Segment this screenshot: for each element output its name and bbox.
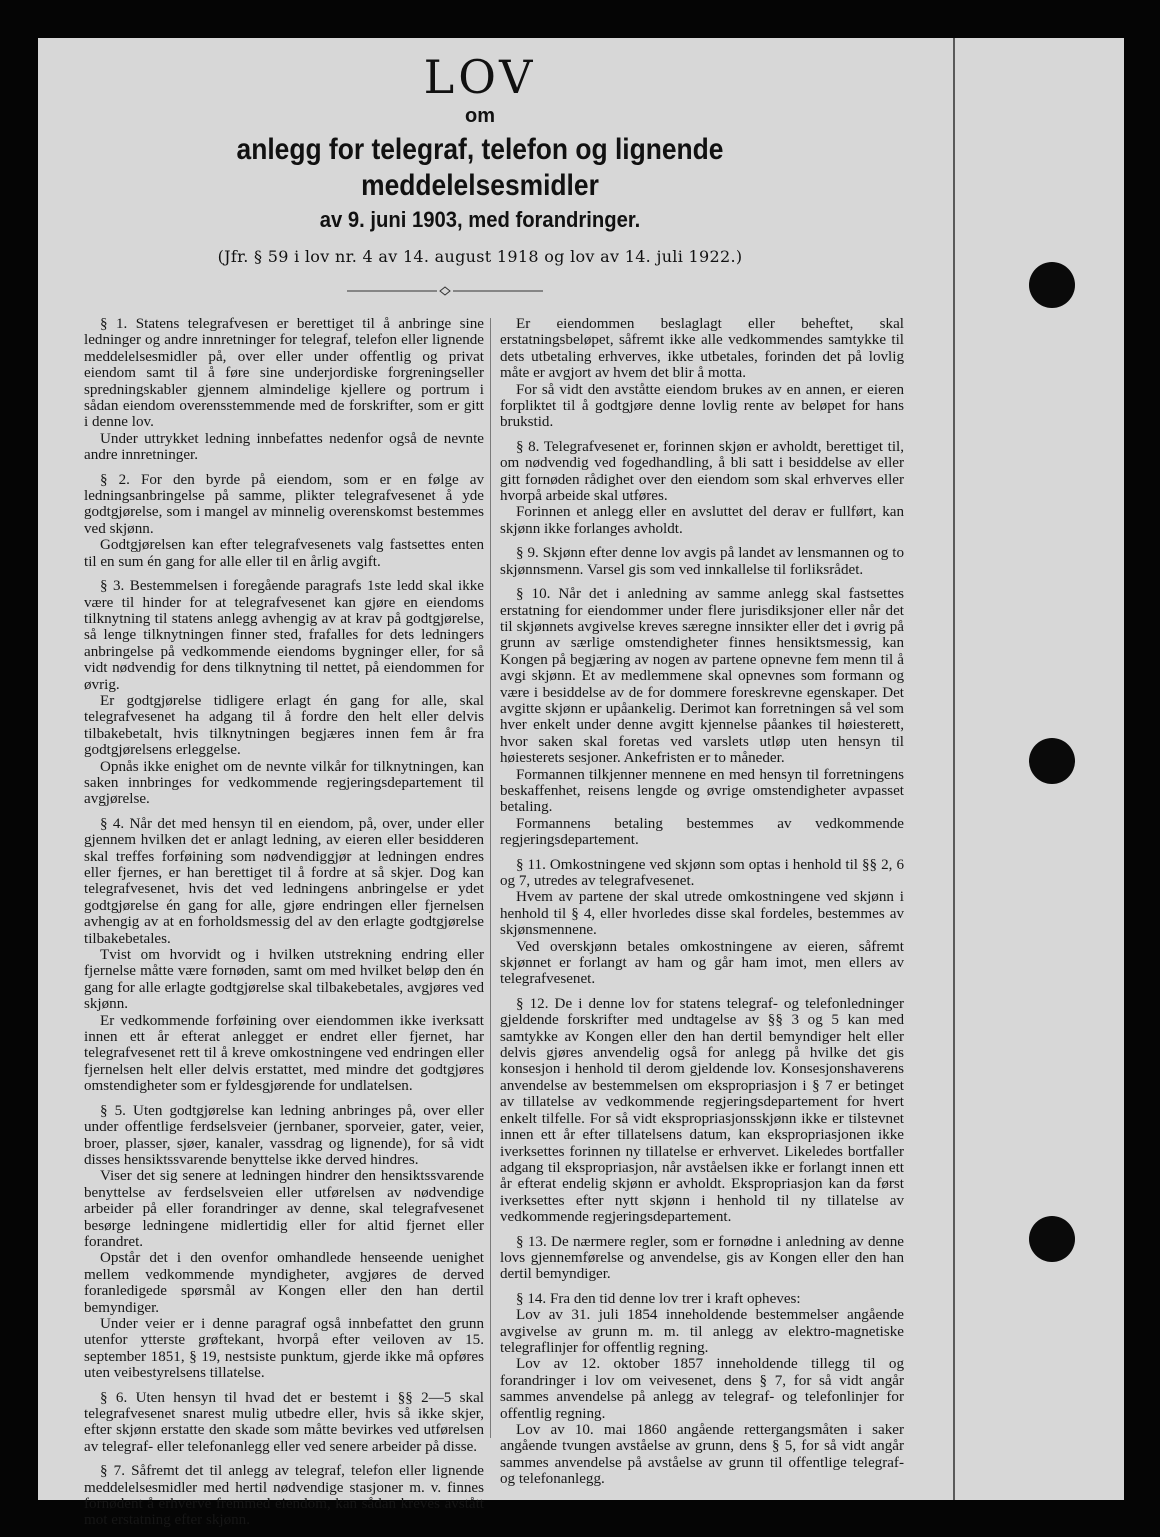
paragraph: Opstår det i den ovenfor omhandlede henseende uenighet mellem vedkommende myndigheter, avgjøres de derved foranledigede spørsmål av Kongen eller den han dertil bemyndiger. xyxy=(84,1250,484,1316)
law-reference: (Jfr. § 59 i lov nr. 4 av 14. august 1918 og lov av 14. juli 1922.) xyxy=(217,247,743,266)
law-date: av 9. juni 1903, med forandringer. xyxy=(319,207,641,232)
paragraph: Lov av 31. juli 1854 inneholdende bestemmelser angående avgivelse av grunn m. m. til anlegg av elektro-magnetiske telegraflinjer for offentlig regning. xyxy=(500,1307,904,1356)
paragraph: § 6. Uten hensyn til hvad det er bestemt i §§ 2—5 skal telegrafvesenet snarest mulig utbedre eller, hvis så ikke skjer, efter skjønn erstatte den skade som måtte bevirkes ved utførelsen av telegraf- eller telefonanlegg eller ved senere arbeider på disse. xyxy=(84,1389,484,1455)
ornament-divider xyxy=(345,285,545,297)
paragraph: Ved overskjønn betales omkostningene av eieren, såfremt skjønnet er forlangt av ham og går ham imot, men ellers av telegrafvesenet. xyxy=(500,938,904,988)
paragraph: § 13. De nærmere regler, som er fornødne i anledning av denne lovs gjennemførelse og anvendelse, gis av Kongen eller den han dertil bemyndiger. xyxy=(500,1233,904,1283)
paragraph: Opnås ikke enighet om de nevnte vilkår for tilknytningen, kan saken innbringes for vedkommende regjeringsdepartement til avgjørelse. xyxy=(84,758,484,808)
punch-hole xyxy=(1029,262,1075,308)
paragraph: Under veier er i denne paragraf også innbefattet den grunn utenfor ytterste grøftekant, hvorpå efter veiloven av 15. september 1851, § 19, nestsiste punktum, gjerde ikke må opføres uten veibestyrelsens tillatelse. xyxy=(84,1315,484,1382)
paragraph: § 11. Omkostningene ved skjønn som optas i henhold til §§ 2, 6 og 7, utredes av telegrafvesenet. xyxy=(500,856,904,889)
paragraph: § 4. Når det med hensyn til en eiendom, på, over, under eller gjennem hvilken det er anlagt ledning, av eieren eller besidderen skal treffes forføining som nødvendiggjør at ledningen endres eller fjernes, er han berettiget til å fordre at så skjer. Dog kan telegrafvesenet, hvis det ved ledningens anbringelse er ydet godtgjørelse én gang for alle, gjøre endringen eller fjernelsen avhengig av at en forholdsmessig del av den erlagte godtgjørelse tilbakebetales. xyxy=(84,815,484,947)
paragraph: For så vidt den avståtte eiendom brukes av en annen, er eieren forpliktet til å godtgjøre denne lovlig rente av beløpet for hans brukstid. xyxy=(500,381,904,431)
paragraph: Tvist om hvorvidt og i hvilken utstrekning endring eller fjernelse måtte være fornøden, samt om med hvilket beløp den én gang for alle erlagte godtgjørelse skal tilbakebetales, avgjøres ved skjønn. xyxy=(84,947,484,1013)
document-header xyxy=(80,52,880,268)
paragraph: § 12. De i denne lov for statens telegraf- og telefonledninger gjeldende forskrifter med undtagelse av §§ 3 og 5 kan med samtykke av Kongen eller den han dertil bemyndiger helt eller delvis gjøres anvendelig også for anlegg på hvilke det gis konsesjon i henhold til derom gjeldende lov. Konsesjonshaverens anvendelse av bestemmelsen om ekspropriasjon i § 7 er betinget av tillatelse av vedkommende regjeringsdepartement for hvert enkelt tilfelle. For så vidt ekspropriasjonsskjønn ikke er tilstevnet innen ett år efter tillatelsens datum, kan ekspropriasjonen ikke iverksettes forinnen ny tillatelse er erhvervet. Likeledes bortfaller adgang til ekspropriasjon, når avståelsen ikke er forlangt innen ett år efterat endelig skjønn er avholdt. Ekspropriasjon kan da først iverksettes efter nytt skjønn i henhold til ny tillatelse av vedkommende regjeringsdepartement. xyxy=(500,995,904,1226)
paragraph: § 5. Uten godtgjørelse kan ledning anbringes på, over eller under offentlige ferdselsveier (jernbaner, sporveier, gater, veier, broer, plasser, sjøer, kanaler, vassdrag og lignende), for så vidt disses hensiktssvarende benyttelse ikke derved hindres. xyxy=(84,1102,484,1168)
punch-hole xyxy=(1029,738,1075,784)
paragraph: § 8. Telegrafvesenet er, forinnen skjøn er avholdt, berettiget til, om nødvendig ved fogedhandling, å bli satt i besiddelse av eller gitt fornøden rådighet over den eiendom som skal erhverves eller hvorpå arbeide skal utføres. xyxy=(500,438,904,505)
paragraph: § 14. Fra den tid denne lov trer i kraft opheves: xyxy=(516,1290,801,1307)
punch-hole xyxy=(1029,1216,1075,1262)
paragraph: Formannens betaling bestemmes av vedkommende regjeringsdepartement. xyxy=(500,815,904,849)
paragraph: Er eiendommen beslaglagt eller beheftet, skal erstatningsbeløpet, såfremt ikke alle vedkommendes samtykke til dets utbetaling erhverves, ikke utbetales, forinden det på lovlig måte er avgjort av hvem det blir å motta. xyxy=(500,316,904,382)
paragraph: § 1. Statens telegrafvesen er berettiget til å anbringe sine ledninger og andre innretninger for telegraf, telefon eller lignende meddelelsesmidler på, over eller under offentlig og privat eiendom samt til å føre sine underjordiske forgreningseller spredningskabler gjennem almindelige kjellere og portrum i sådan eiendom overensstemmende med de forskrifter, som er gitt i denne lov. xyxy=(84,316,484,431)
paragraph: Forinnen et anlegg eller en avsluttet del derav er fullført, kan skjønn ikke forlanges avholdt. xyxy=(500,504,904,537)
paragraph: § 10. Når det i anledning av samme anlegg skal fastsettes erstatning for eiendommer under flere jurisdiksjoner eller når det til skjønnets avgivelse kreves særegne innsikter eller det i øvrig på grunn av særlige omstendigheter finnes hensiktsmessig, kan Kongen på begjæring av nogen av partene opnevne fem menn til å avgi skjønn. Et av medlemmene skal opnevnes som formann og være i besiddelse av de for dommere foreskrevne egenskaper. Det avgitte skjønn er upåankelig. Derimot kan forretningen så vel som hver enkelt under denne avgitt kjennelse påankes til høiesterett, hvor saken skal foretas ved varslets utløp uten hensyn til høiesterets sesjoner. Ankefristen er to måneder. xyxy=(500,586,904,767)
paragraph: Lov av 10. mai 1860 angående rettergangsmåten i saker angående tvungen avståelse av grunn, dens § 5, for så vidt angår sammes anvendelse på avståelse av grunn til offentlige telegraf- og telefonanlegg. xyxy=(500,1422,904,1488)
title-connector: om xyxy=(465,105,495,127)
paragraph: Hvem av partene der skal utrede omkostningene ved skjønn i henhold til § 4, eller hvorledes disse skal fordeles, bestemmes av skjønsmennene. xyxy=(500,889,904,939)
paragraph: Er vedkommende forføining over eiendommen ikke iverksatt innen ett år efterat anlegget er endret eller fjernet, har telegrafvesenet rett til å kreve omkostningene ved endringen eller fjernelsen helt eller delvis erstattet, med mindre det godtgjøres omstendigheter som er fyldesgjørende for undlatelsen. xyxy=(84,1012,484,1095)
paragraph: § 2. For den byrde på eiendom, som er en følge av ledningsanbringelse på samme, plikter telegrafvesenet å yde godtgjørelse, som i mangel av minnelig overenskomst bestemmes ved skjønn. xyxy=(84,471,484,537)
paragraph: Viser det sig senere at ledningen hindrer den hensiktssvarende benyttelse av ferdselsveien eller utførelsen av nødvendige arbeider på eller forandringer av denne, skal telegrafvesenet besørge ledningene midlertidig eller for altid fjernet eller forandret. xyxy=(84,1168,484,1250)
column-rule xyxy=(490,318,491,1438)
paragraph: Formannen tilkjenner mennene en med hensyn til forretningens beskaffenhet, reisens lengde og øvrige omstendigheter avpasset betaling. xyxy=(500,766,904,816)
law-subject: anlegg for telegraf, telefon og lignende meddelelsesmidler xyxy=(236,133,724,202)
paragraph: § 7. Såfremt det til anlegg av telegraf, telefon eller lignende meddelelsesmidler med hertil nødvendige stasjoner m. v. finnes fornødent å erhverve fremmed eiendom, kan sådan kreves avstått mot erstatning efter skjønn. xyxy=(84,1463,484,1529)
margin-line xyxy=(953,38,955,1500)
paragraph: Godtgjørelsen kan efter telegrafvesenets valg fastsettes enten til en sum én gang for alle eller til en årlig avgift. xyxy=(84,537,484,570)
document-title: LOV xyxy=(423,50,537,104)
paragraph: Lov av 12. oktober 1857 inneholdende tillegg til og forandringer i lov om veivesenet, dens § 7, for så vidt angår sammes anvendelse på anlegg av telegraf- og telefonlinjer for offentlig regning. xyxy=(500,1356,904,1422)
paragraph: § 3. Bestemmelsen i foregående paragrafs 1ste ledd skal ikke være til hinder for at telegrafvesenet kan gjøre en eiendoms tilknytning til statens anlegg avhengig av at krav på godtgjørelse, så lenge tilknytningen finner sted, frafalles for dets ledningers anbringelse på vedkommende eiendoms bygninger eller, for så vidt nødvendig for dens tilknytning til nettet, på eiendommen for øvrig. xyxy=(84,578,484,693)
paragraph: Under uttrykket ledning innbefattes nedenfor også de nevnte andre innretninger. xyxy=(84,430,484,464)
text-column-left xyxy=(84,316,484,1537)
paragraph: Er godtgjørelse tidligere erlagt én gang for alle, skal telegrafvesenet ha adgang til å fordre den helt eller delvis tilbakebetalt, hvis tilknytningen begjæres innen fem år fra godtgjørelsens erleggelse. xyxy=(84,692,484,759)
text-column-right xyxy=(500,316,904,1496)
paragraph: § 9. Skjønn efter denne lov avgis på landet av lensmannen og to skjønnsmenn. Varsel gis som ved innkallelse til forliksrådet. xyxy=(500,545,904,578)
